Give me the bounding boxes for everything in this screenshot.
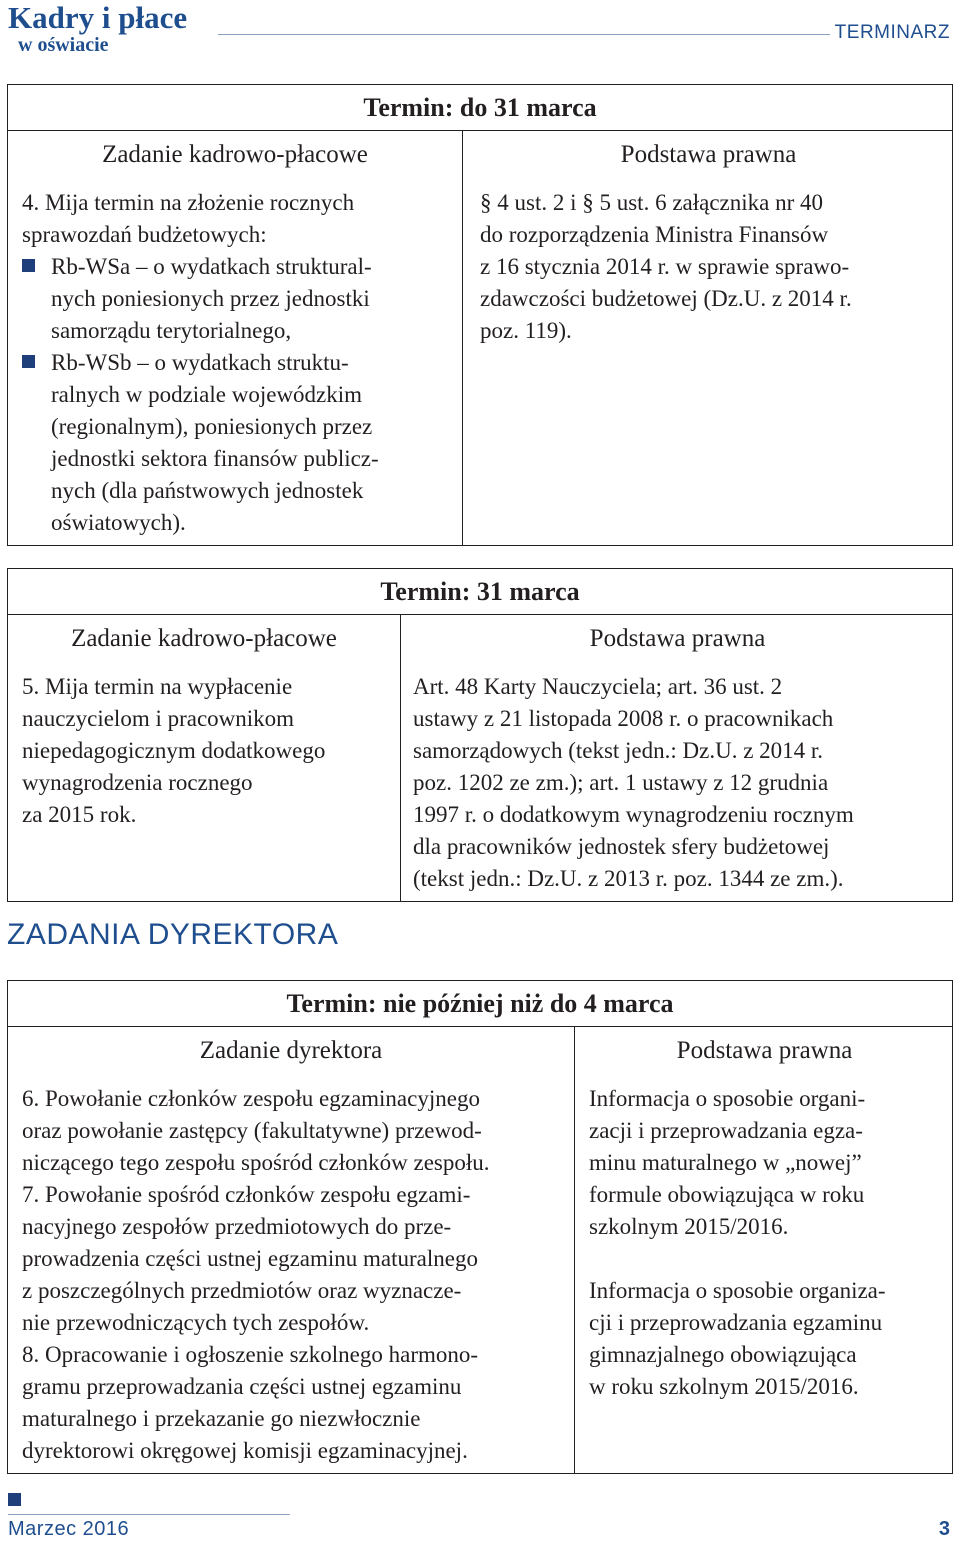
legal-basis-cell: [413, 671, 949, 895]
legal-text: w roku szkolnym 2015/2016.: [589, 1374, 859, 1399]
task-text: 5. Mija termin na wypłacenie: [22, 674, 293, 699]
legal-text: ustawy z 21 listopada 2008 r. o pracownikach: [413, 706, 834, 731]
task-text: dyrektorowi okręgowej komisji egzaminacyjnej.: [22, 1438, 468, 1463]
task-cell: [22, 187, 458, 539]
list-item: Rb-WSa – o wydatkach struktural-: [51, 254, 372, 279]
legal-text: (tekst jedn.: Dz.U. z 2013 r. poz. 1344 ze zm.).: [413, 866, 844, 891]
list-item: jednostki sektora finansów publicz-: [51, 446, 379, 471]
column-header-legal-basis: Podstawa prawna: [589, 625, 766, 652]
task-text: 4. Mija termin na złożenie rocznych: [22, 190, 355, 215]
task-text: oraz powołanie zastępcy (fakultatywne) przewod-: [22, 1118, 482, 1143]
list-item: nych poniesionych przez jednostki: [51, 286, 370, 311]
deadline-table-3: [7, 980, 953, 1474]
task-text: niczącego tego zespołu spośród członków zespołu.: [22, 1150, 490, 1175]
legal-basis-cell: [480, 187, 946, 347]
column-divider: [462, 131, 463, 545]
legal-text: samorządowych (tekst jedn.: Dz.U. z 2014 r.: [413, 738, 824, 763]
list-item: samorządu terytorialnego,: [51, 318, 292, 343]
task-text: nie przewodniczących tych zespołów.: [22, 1310, 370, 1335]
column-divider: [400, 615, 401, 901]
task-cell: [22, 1083, 572, 1467]
legal-text: Informacja o sposobie organiza-: [589, 1278, 886, 1303]
column-header-task: Zadanie dyrektora: [199, 1037, 383, 1064]
footer-square-icon: [8, 1493, 21, 1506]
legal-text: z 16 stycznia 2014 r. w sprawie sprawo-: [480, 254, 850, 279]
deadline-heading: Termin: do 31 marca: [8, 85, 952, 131]
legal-basis-cell: [589, 1083, 949, 1403]
column-divider: [574, 1027, 575, 1473]
list-item: Rb-WSb – o wydatkach struktu-: [51, 350, 349, 375]
task-text: 8. Opracowanie i ogłoszenie szkolnego harmono-: [22, 1342, 479, 1367]
task-text: z poszczególnych przedmiotów oraz wyznacze-: [22, 1278, 462, 1303]
page-number: 3: [938, 1518, 950, 1540]
list-item: (regionalnym), poniesionych przez: [51, 414, 373, 439]
deadline-heading: Termin: nie później niż do 4 marca: [8, 981, 952, 1027]
legal-text: Informacja o sposobie organi-: [589, 1086, 866, 1111]
task-text: 7. Powołanie spośród członków zespołu egzami-: [22, 1182, 471, 1207]
legal-text: poz. 119).: [480, 318, 572, 343]
task-cell: [22, 671, 394, 831]
footer-divider: [8, 1514, 290, 1515]
task-text: maturalnego i przekazanie go niezwłocznie: [22, 1406, 421, 1431]
list-item: nych (dla państwowych jednostek: [51, 478, 364, 503]
task-text: 6. Powołanie członków zespołu egzaminacyjnego: [22, 1086, 480, 1111]
publication-logo: Kadry i płace: [8, 0, 188, 35]
column-header-legal-basis: Podstawa prawna: [676, 1037, 853, 1064]
legal-text: 1997 r. o dodatkowym wynagrodzeniu rocznym: [413, 802, 854, 827]
task-text: nacyjnego zespołów przedmiotowych do prze-: [22, 1214, 452, 1239]
task-text: wynagrodzenia rocznego: [22, 770, 253, 795]
task-text: sprawozdań budżetowych:: [22, 222, 267, 247]
legal-text: szkolnym 2015/2016.: [589, 1214, 789, 1239]
bullet-icon: [22, 355, 35, 368]
column-header-task: Zadanie kadrowo-płacowe: [102, 141, 368, 168]
issue-date: Marzec 2016: [8, 1518, 130, 1540]
list-item: oświatowych).: [51, 510, 186, 535]
task-text: niepedagogicznym dodatkowego: [22, 738, 326, 763]
legal-text: zacji i przeprowadzania egza-: [589, 1118, 863, 1143]
header-divider: [218, 34, 830, 35]
deadline-table-1: [7, 84, 953, 546]
task-text: gramu przeprowadzania części ustnej egzaminu: [22, 1374, 462, 1399]
section-label: TERMINARZ: [834, 22, 950, 43]
list-item: ralnych w podziale wojewódzkim: [51, 382, 363, 407]
legal-text: poz. 1202 ze zm.); art. 1 ustawy z 12 grudnia: [413, 770, 829, 795]
legal-text: do rozporządzenia Ministra Finansów: [480, 222, 829, 247]
column-header-task: Zadanie kadrowo-płacowe: [71, 625, 337, 652]
legal-text: Art. 48 Karty Nauczyciela; art. 36 ust. 2: [413, 674, 783, 699]
column-header-legal-basis: Podstawa prawna: [620, 141, 797, 168]
legal-text: gimnazjalnego obowiązująca: [589, 1342, 857, 1367]
publication-logo-subtitle: w oświacie: [18, 34, 109, 56]
deadline-table-2: [7, 568, 953, 902]
task-text: za 2015 rok.: [22, 802, 137, 827]
paragraph-spacer: [589, 1243, 949, 1275]
deadline-heading: Termin: 31 marca: [8, 569, 952, 615]
task-text: prowadzenia części ustnej egzaminu maturalnego: [22, 1246, 478, 1271]
legal-text: § 4 ust. 2 i § 5 ust. 6 załącznika nr 40: [480, 190, 824, 215]
legal-text: minu maturalnego w „nowej”: [589, 1150, 862, 1175]
legal-text: dla pracowników jednostek sfery budżetowej: [413, 834, 830, 859]
section-title: ZADANIA DYREKTORA: [7, 918, 339, 951]
legal-text: cji i przeprowadzania egzaminu: [589, 1310, 883, 1335]
legal-text: zdawczości budżetowej (Dz.U. z 2014 r.: [480, 286, 852, 311]
bullet-icon: [22, 259, 35, 272]
task-text: nauczycielom i pracownikom: [22, 706, 295, 731]
legal-text: formule obowiązująca w roku: [589, 1182, 865, 1207]
